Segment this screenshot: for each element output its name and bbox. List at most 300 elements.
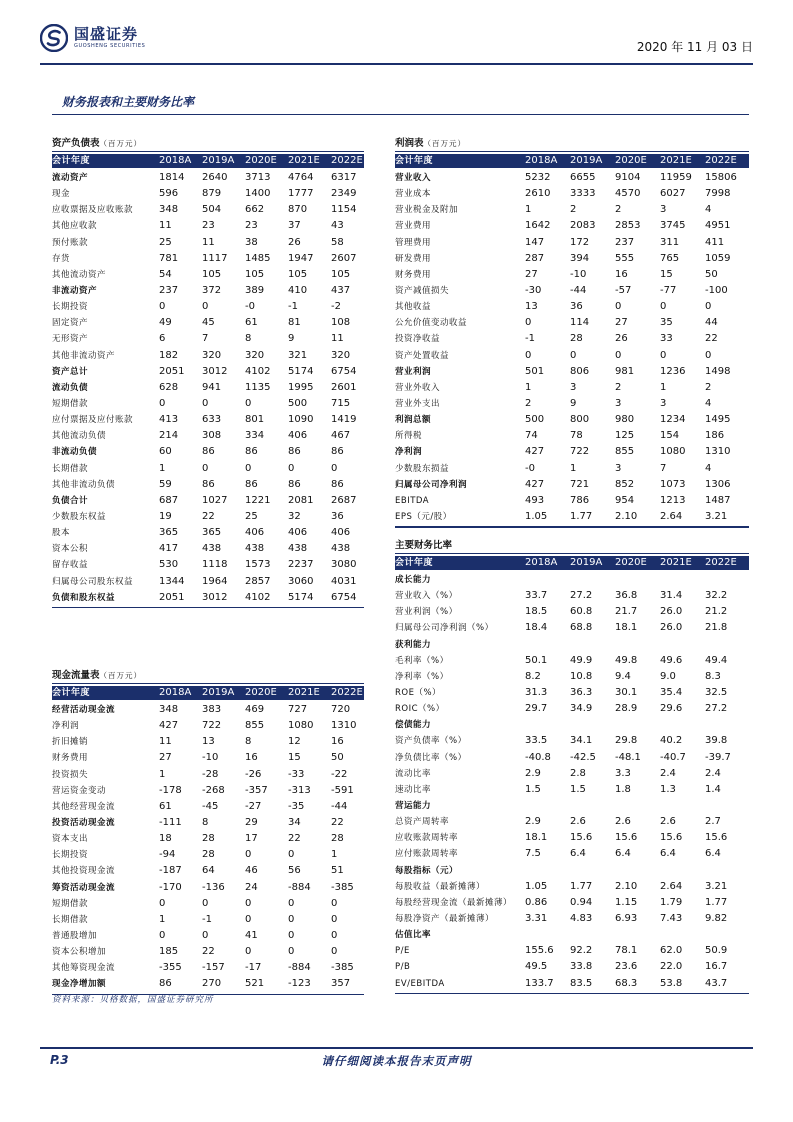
row-value: -884 — [288, 962, 311, 974]
row-value: -44 — [570, 284, 587, 296]
row-value: 9 — [288, 333, 295, 345]
row-value: 504 — [202, 204, 222, 216]
row-value: 2.7 — [705, 816, 721, 828]
row-value: 68.8 — [570, 622, 593, 634]
section-divider — [52, 114, 749, 115]
row-value: 6.4 — [705, 848, 721, 860]
row-value: 1154 — [331, 204, 357, 216]
table-row — [52, 525, 364, 541]
row-value: 0 — [288, 849, 295, 861]
row-label: 管理费用 — [395, 237, 432, 248]
row-value: -385 — [331, 962, 354, 974]
row-label: 每股指标（元） — [395, 865, 459, 876]
row-value: 16 — [331, 736, 344, 748]
row-label: 公允价值变动收益 — [395, 318, 468, 329]
row-value: 1.05 — [525, 880, 548, 892]
row-value: 155.6 — [525, 945, 554, 957]
row-value: 311 — [660, 236, 680, 248]
row-value: 41 — [245, 929, 258, 941]
row-value: 34 — [288, 816, 301, 828]
row-value: 0 — [159, 897, 166, 909]
table-row — [395, 685, 749, 701]
row-value: 334 — [245, 430, 265, 442]
row-label: 每股经营现金流（最新摊薄） — [395, 897, 513, 908]
row-value: 86 — [202, 446, 215, 458]
header-label: 会计年度 — [395, 156, 434, 166]
row-value: 11 — [159, 736, 172, 748]
row-value: 22 — [331, 816, 344, 828]
table-row — [395, 364, 749, 380]
row-label: 每股收益（最新摊薄） — [395, 881, 486, 892]
table-row — [52, 493, 364, 509]
row-value: 36.3 — [570, 686, 593, 698]
row-value: 0 — [245, 897, 252, 909]
row-value: 0 — [660, 349, 667, 361]
row-value: 2853 — [615, 220, 641, 232]
table-row — [52, 251, 364, 267]
row-value: 438 — [202, 543, 222, 555]
row-value — [613, 717, 658, 733]
row-value: 4764 — [288, 172, 314, 183]
table-row — [395, 588, 749, 604]
row-value: 308 — [202, 430, 222, 442]
table-row — [395, 170, 749, 186]
row-value: 23.6 — [615, 961, 638, 973]
row-value: 22.0 — [660, 961, 683, 973]
income-statement-title — [395, 136, 749, 152]
row-value: 11 — [159, 220, 172, 232]
row-value: 50.9 — [705, 945, 728, 957]
row-value: 0 — [570, 349, 577, 361]
row-label: 非流动资产 — [52, 285, 98, 296]
row-value: 1642 — [525, 220, 551, 232]
row-value: 105 — [288, 268, 308, 280]
row-value: 348 — [159, 204, 179, 216]
row-value: 2 — [525, 397, 532, 409]
row-label: 营业税金及附加 — [395, 205, 459, 216]
row-value: 722 — [570, 446, 590, 458]
row-value: 2.4 — [660, 767, 676, 779]
table-row — [395, 750, 749, 766]
row-value: 68.3 — [615, 977, 638, 989]
row-label: 研发费用 — [395, 253, 432, 264]
table-row — [52, 170, 364, 186]
row-label: 应收票据及应收账款 — [52, 205, 134, 216]
table-row — [395, 461, 749, 477]
row-label: 营业利润（%） — [395, 607, 458, 618]
table-row — [395, 299, 749, 315]
row-value — [658, 637, 703, 653]
row-label: 资产负债率（%） — [395, 736, 467, 747]
row-value: 8 — [245, 333, 252, 345]
row-value: 22 — [202, 946, 215, 958]
row-value: 28 — [331, 833, 344, 845]
row-value: 86 — [245, 478, 258, 490]
row-value: 800 — [570, 414, 590, 426]
table-row — [395, 444, 749, 460]
row-value: -77 — [660, 284, 677, 296]
row-label: 存货 — [52, 253, 71, 264]
row-value: -123 — [288, 978, 311, 990]
table-row — [52, 267, 364, 283]
table-row — [395, 717, 749, 733]
row-value: 0 — [202, 897, 209, 909]
row-value: 8.3 — [705, 670, 721, 682]
row-value: 2640 — [202, 172, 228, 183]
row-value: 3012 — [202, 591, 228, 603]
row-value: 4 — [705, 397, 712, 409]
table-row — [52, 847, 364, 863]
row-label: 归属母公司净利润 — [395, 479, 468, 490]
row-value: 786 — [570, 494, 590, 506]
row-value: 237 — [615, 236, 635, 248]
row-value: 3745 — [660, 220, 686, 232]
row-value: 2 — [615, 381, 622, 393]
row-value: -57 — [615, 284, 632, 296]
row-value: 2.6 — [660, 816, 676, 828]
brand-name-en: GUOSHENG SECURITIES — [74, 43, 146, 49]
row-value: 6027 — [660, 188, 686, 200]
row-value: 21.2 — [705, 606, 728, 618]
row-value: 1.5 — [570, 783, 586, 795]
row-value: 2687 — [331, 494, 357, 506]
row-label: ROIC（%） — [395, 704, 445, 715]
row-value: 0 — [202, 929, 209, 941]
row-value: 28 — [202, 849, 215, 861]
row-value: 2.10 — [615, 880, 638, 892]
cash-flow-table — [52, 668, 364, 995]
row-value: 2.8 — [570, 767, 586, 779]
guosheng-logo-icon — [40, 24, 68, 52]
row-value: 0 — [705, 349, 712, 361]
row-value: 25 — [245, 510, 258, 522]
row-value: 2081 — [288, 494, 314, 506]
row-value: 0 — [245, 946, 252, 958]
row-value: 27 — [159, 752, 172, 764]
row-value: 10.8 — [570, 670, 593, 682]
row-value: 662 — [245, 204, 265, 216]
table-row — [395, 766, 749, 782]
row-label: 负债合计 — [52, 495, 89, 506]
table-unit: （百万元） — [99, 671, 143, 680]
row-value: 2051 — [159, 591, 185, 603]
row-value: 33.7 — [525, 590, 548, 602]
row-value: -2 — [331, 301, 341, 313]
table-row — [52, 283, 364, 299]
row-value: 0 — [525, 317, 532, 329]
row-value: 3012 — [202, 365, 228, 377]
row-label: 其他非流动资产 — [52, 350, 116, 361]
row-value: 1 — [660, 381, 667, 393]
row-label: 资产减值损失 — [395, 285, 450, 296]
row-value: 15.6 — [615, 832, 638, 844]
row-value: 1 — [159, 913, 166, 925]
row-value: -42.5 — [570, 751, 596, 763]
row-value: 0 — [331, 929, 338, 941]
row-value: 64 — [202, 865, 215, 877]
row-value: 628 — [159, 381, 179, 393]
row-label: 资产总计 — [52, 366, 89, 377]
header-year: 2018A — [159, 687, 192, 698]
table-title-text: 现金流量表 — [52, 670, 100, 681]
row-value: 49.6 — [660, 654, 683, 666]
row-value: 86 — [159, 978, 172, 990]
row-label: 折旧摊销 — [52, 737, 89, 748]
row-value: 1118 — [202, 559, 228, 571]
row-value: 83.5 — [570, 977, 593, 989]
row-value: -10 — [570, 268, 587, 280]
row-value — [658, 863, 703, 879]
row-value: 86 — [288, 446, 301, 458]
row-value: 18.1 — [615, 622, 638, 634]
row-label: 流动资产 — [52, 173, 89, 183]
row-value: 60 — [159, 446, 172, 458]
row-value: -35 — [288, 800, 305, 812]
row-value: 1777 — [288, 188, 314, 200]
table-row — [395, 202, 749, 218]
row-value: 60.8 — [570, 606, 593, 618]
row-value: 31.3 — [525, 686, 548, 698]
row-value: 1487 — [705, 494, 731, 506]
table-row — [52, 557, 364, 573]
row-label: 应付票据及应付账款 — [52, 415, 134, 426]
table-row — [395, 733, 749, 749]
row-value — [658, 572, 703, 588]
header-year: 2019A — [202, 155, 235, 166]
row-value — [613, 863, 658, 879]
row-value: 406 — [288, 527, 308, 539]
row-label: 投资损失 — [52, 769, 89, 780]
row-label: 短期借款 — [52, 398, 89, 409]
table-row — [52, 315, 364, 331]
row-label: P/B — [395, 962, 411, 973]
row-value: 0 — [288, 913, 295, 925]
table-row — [52, 896, 364, 912]
row-value: 6.4 — [615, 848, 631, 860]
row-value: 32 — [288, 510, 301, 522]
row-value: 1 — [159, 462, 166, 474]
key-ratios-title — [395, 538, 749, 554]
table-row — [52, 461, 364, 477]
row-value: 427 — [525, 446, 545, 458]
row-value: -1 — [525, 333, 535, 345]
header-label: 会计年度 — [395, 558, 434, 568]
row-value: -48.1 — [615, 751, 641, 763]
row-value: 108 — [331, 317, 351, 329]
row-value: 19 — [159, 510, 172, 522]
row-value: 372 — [202, 284, 222, 296]
row-value: 1135 — [245, 381, 271, 393]
row-value: 781 — [159, 252, 179, 264]
row-value: 24 — [245, 881, 258, 893]
row-value: -268 — [202, 784, 225, 796]
table-unit: （百万元） — [423, 139, 467, 148]
row-value — [658, 717, 703, 733]
key-ratios-table — [395, 538, 749, 994]
row-value: 0 — [331, 913, 338, 925]
row-value: 941 — [202, 381, 222, 393]
row-value: 11 — [202, 236, 215, 248]
row-value: 2 — [705, 381, 712, 393]
row-value: 0 — [331, 946, 338, 958]
row-value — [523, 717, 568, 733]
row-value: 4570 — [615, 188, 641, 200]
row-label: 投资净收益 — [395, 334, 441, 345]
row-value: 2607 — [331, 252, 357, 264]
row-value: 410 — [288, 284, 308, 296]
row-value: 3060 — [288, 575, 314, 587]
table-row — [52, 218, 364, 234]
row-label: 其他投资现金流 — [52, 866, 116, 877]
row-value: 2237 — [288, 559, 314, 571]
header-label: 会计年度 — [52, 688, 91, 698]
row-value: 1498 — [705, 365, 731, 377]
header-year: 2018A — [159, 155, 192, 166]
row-value: 27 — [525, 268, 538, 280]
page-header — [40, 24, 753, 60]
row-value: 3 — [615, 397, 622, 409]
row-value: 86 — [331, 446, 344, 458]
row-value: -187 — [159, 865, 182, 877]
row-value: -111 — [159, 816, 182, 828]
row-value: -1 — [288, 301, 298, 313]
table-row — [52, 928, 364, 944]
table-row — [395, 976, 749, 992]
header-divider — [40, 63, 753, 65]
row-label: 营运资金变动 — [52, 785, 107, 796]
row-value: 3333 — [570, 188, 596, 200]
row-value: -355 — [159, 962, 182, 974]
row-value: 21.8 — [705, 622, 728, 634]
row-value: 49.5 — [525, 961, 548, 973]
income-statement-table — [395, 136, 749, 528]
row-label: 经营活动现金流 — [52, 705, 116, 715]
table-row — [395, 959, 749, 975]
row-value: 1090 — [288, 414, 314, 426]
row-value: 2 — [615, 204, 622, 216]
row-value: 687 — [159, 494, 179, 506]
row-value: 1027 — [202, 494, 228, 506]
table-row — [395, 477, 749, 493]
table-row — [52, 186, 364, 202]
table-row — [395, 830, 749, 846]
row-value: -28 — [202, 768, 219, 780]
row-value: 18.4 — [525, 622, 548, 634]
row-value: 721 — [570, 478, 590, 490]
row-value: 1400 — [245, 188, 271, 200]
row-label: 速动比率 — [395, 784, 432, 795]
row-value: 954 — [615, 494, 635, 506]
row-value — [703, 637, 748, 653]
row-value: 1814 — [159, 172, 185, 183]
row-value — [523, 798, 568, 814]
row-value: 365 — [159, 527, 179, 539]
row-value: 715 — [331, 397, 351, 409]
row-value: 43.7 — [705, 977, 728, 989]
row-label: 财务费用 — [395, 269, 432, 280]
row-value: 56 — [288, 865, 301, 877]
table-header-row — [395, 556, 749, 570]
row-value — [568, 637, 613, 653]
table-row — [52, 976, 364, 992]
table-row — [52, 718, 364, 734]
table-header-row — [52, 686, 364, 700]
row-value: 6754 — [331, 591, 357, 603]
row-value: 500 — [288, 397, 308, 409]
row-value: 555 — [615, 252, 635, 264]
row-value: 0 — [288, 462, 295, 474]
row-label: 长期投资 — [52, 302, 89, 313]
row-value: 78 — [570, 430, 583, 442]
row-value: -0 — [245, 301, 255, 313]
row-value: 37 — [288, 220, 301, 232]
row-value: 34.1 — [570, 735, 593, 747]
row-value: -385 — [331, 881, 354, 893]
row-value: -40.8 — [525, 751, 551, 763]
row-value: 406 — [245, 527, 265, 539]
row-value: 0 — [288, 946, 295, 958]
row-value: 15 — [660, 268, 673, 280]
row-value: 855 — [615, 446, 635, 458]
row-value: 852 — [615, 478, 635, 490]
row-label: 现金 — [52, 189, 71, 200]
header-year: 2020E — [615, 155, 647, 166]
row-value: 406 — [288, 430, 308, 442]
row-value: 8 — [202, 816, 209, 828]
row-value: 5232 — [525, 172, 551, 183]
row-value: 35 — [660, 317, 673, 329]
row-value: -0 — [525, 462, 535, 474]
row-value: 981 — [615, 365, 635, 377]
row-value: 28 — [202, 833, 215, 845]
table-row — [52, 509, 364, 525]
row-label: P/E — [395, 946, 410, 957]
row-label: 其他应收款 — [52, 221, 98, 232]
row-value: 855 — [245, 720, 265, 732]
row-value: 348 — [159, 704, 179, 715]
row-value: 0 — [245, 462, 252, 474]
table-row — [52, 574, 364, 590]
row-value: 765 — [660, 252, 680, 264]
row-label: 营运能力 — [395, 800, 432, 811]
row-value: 2601 — [331, 381, 357, 393]
row-value: 1 — [159, 768, 166, 780]
header-year: 2019A — [570, 557, 603, 568]
row-value: 0 — [202, 301, 209, 313]
row-label: 成长能力 — [395, 575, 432, 585]
row-label: 利润总额 — [395, 415, 432, 426]
table-row — [52, 412, 364, 428]
table-title-text: 主要财务比率 — [395, 540, 453, 551]
table-row — [395, 267, 749, 283]
row-value: 3 — [570, 381, 577, 393]
row-value: 16.7 — [705, 961, 728, 973]
row-value: 1059 — [705, 252, 731, 264]
row-value: 0 — [288, 929, 295, 941]
table-row — [395, 798, 749, 814]
row-value: 61 — [159, 800, 172, 812]
row-value: 6.4 — [570, 848, 586, 860]
row-value: -27 — [245, 800, 262, 812]
table-row — [395, 396, 749, 412]
row-value: 32.2 — [705, 590, 728, 602]
balance-sheet-title — [52, 136, 364, 152]
row-value: 2.9 — [525, 767, 541, 779]
table-header-row — [395, 154, 749, 168]
table-row — [52, 734, 364, 750]
row-value: 0.86 — [525, 896, 548, 908]
row-value: 596 — [159, 188, 179, 200]
